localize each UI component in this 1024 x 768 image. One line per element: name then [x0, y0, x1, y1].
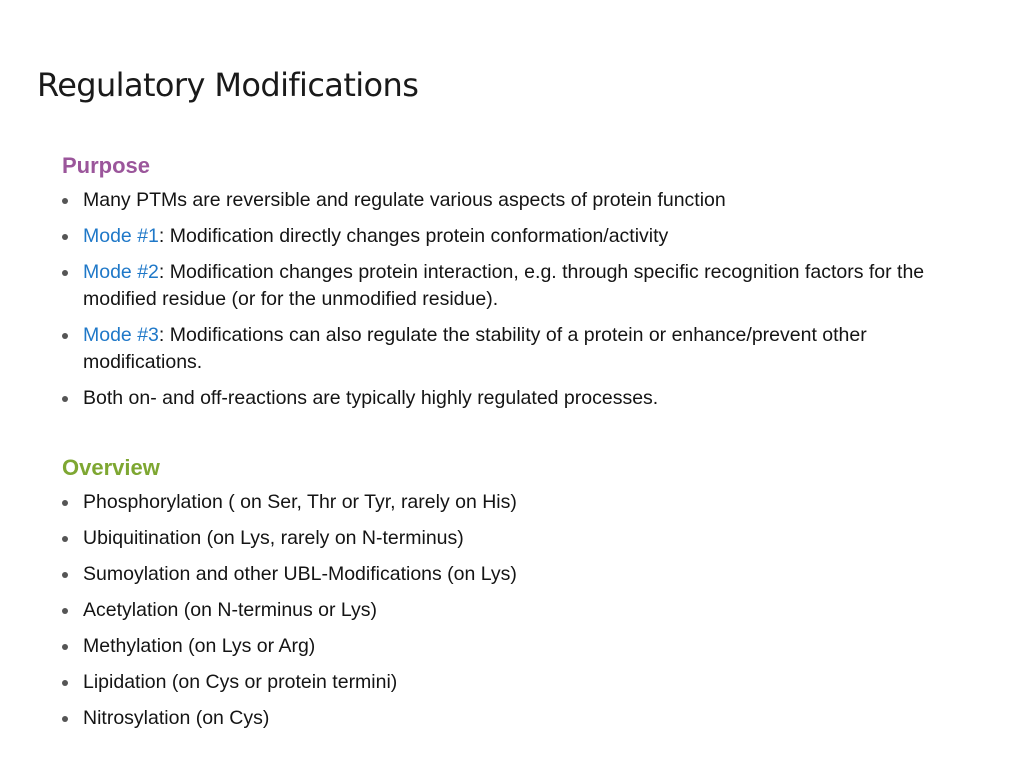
overview-list: [62, 489, 962, 732]
overview-item: [62, 525, 962, 552]
overview-item: [62, 669, 962, 696]
bullet-icon: [62, 270, 68, 276]
mode-label: Mode #2: [83, 261, 159, 283]
mode-label: Mode #1: [83, 225, 159, 247]
purpose-item-text: : Modification directly changes protein conformation/activity: [158, 225, 669, 247]
bullet-icon: [62, 680, 68, 686]
overview-item-text: Ubiquitination (on Lys, rarely on N-terminus): [83, 527, 464, 549]
purpose-heading: Purpose: [62, 153, 151, 178]
mode-label: Mode #3: [83, 324, 159, 346]
purpose-item: [62, 223, 962, 250]
purpose-list: [62, 187, 962, 412]
overview-item-text: Lipidation (on Cys or protein termini): [83, 671, 398, 693]
overview-item: [62, 633, 962, 660]
bullet-icon: [62, 333, 68, 339]
bullet-icon: [62, 716, 68, 722]
bullet-icon: [62, 536, 68, 542]
overview-item: [62, 705, 962, 732]
overview-item: [62, 561, 962, 588]
bullet-icon: [62, 608, 68, 614]
overview-item: [62, 597, 962, 624]
bullet-icon: [62, 198, 68, 204]
purpose-item-text: : Modifications can also regulate the stability of a protein or enhance/prevent other modifications.: [83, 324, 867, 373]
purpose-item: [62, 322, 962, 376]
purpose-section: [62, 153, 962, 421]
overview-item-text: Acetylation (on N-terminus or Lys): [83, 599, 378, 621]
overview-item-text: Sumoylation and other UBL-Modifications (on Lys): [83, 563, 517, 585]
bullet-icon: [62, 234, 68, 240]
purpose-item: [62, 259, 962, 313]
purpose-item-text: Many PTMs are reversible and regulate various aspects of protein function: [83, 189, 726, 211]
overview-item: [62, 489, 962, 516]
overview-heading: Overview: [62, 455, 160, 480]
bullet-icon: [62, 396, 68, 402]
purpose-item-text: : Modification changes protein interaction, e.g. through specific recognition factors for the modified residue (or for the unmodified residue).: [83, 261, 925, 310]
overview-section: [62, 455, 962, 741]
overview-item-text: Phosphorylation ( on Ser, Thr or Tyr, rarely on His): [83, 491, 517, 513]
purpose-item-text: Both on- and off-reactions are typically highly regulated processes.: [83, 387, 659, 409]
slide-title: Regulatory Modifications: [37, 66, 419, 104]
overview-item-text: Methylation (on Lys or Arg): [83, 635, 316, 657]
overview-item-text: Nitrosylation (on Cys): [83, 707, 270, 729]
bullet-icon: [62, 500, 68, 506]
bullet-icon: [62, 644, 68, 650]
purpose-item: [62, 385, 962, 412]
bullet-icon: [62, 572, 68, 578]
purpose-item: [62, 187, 962, 214]
